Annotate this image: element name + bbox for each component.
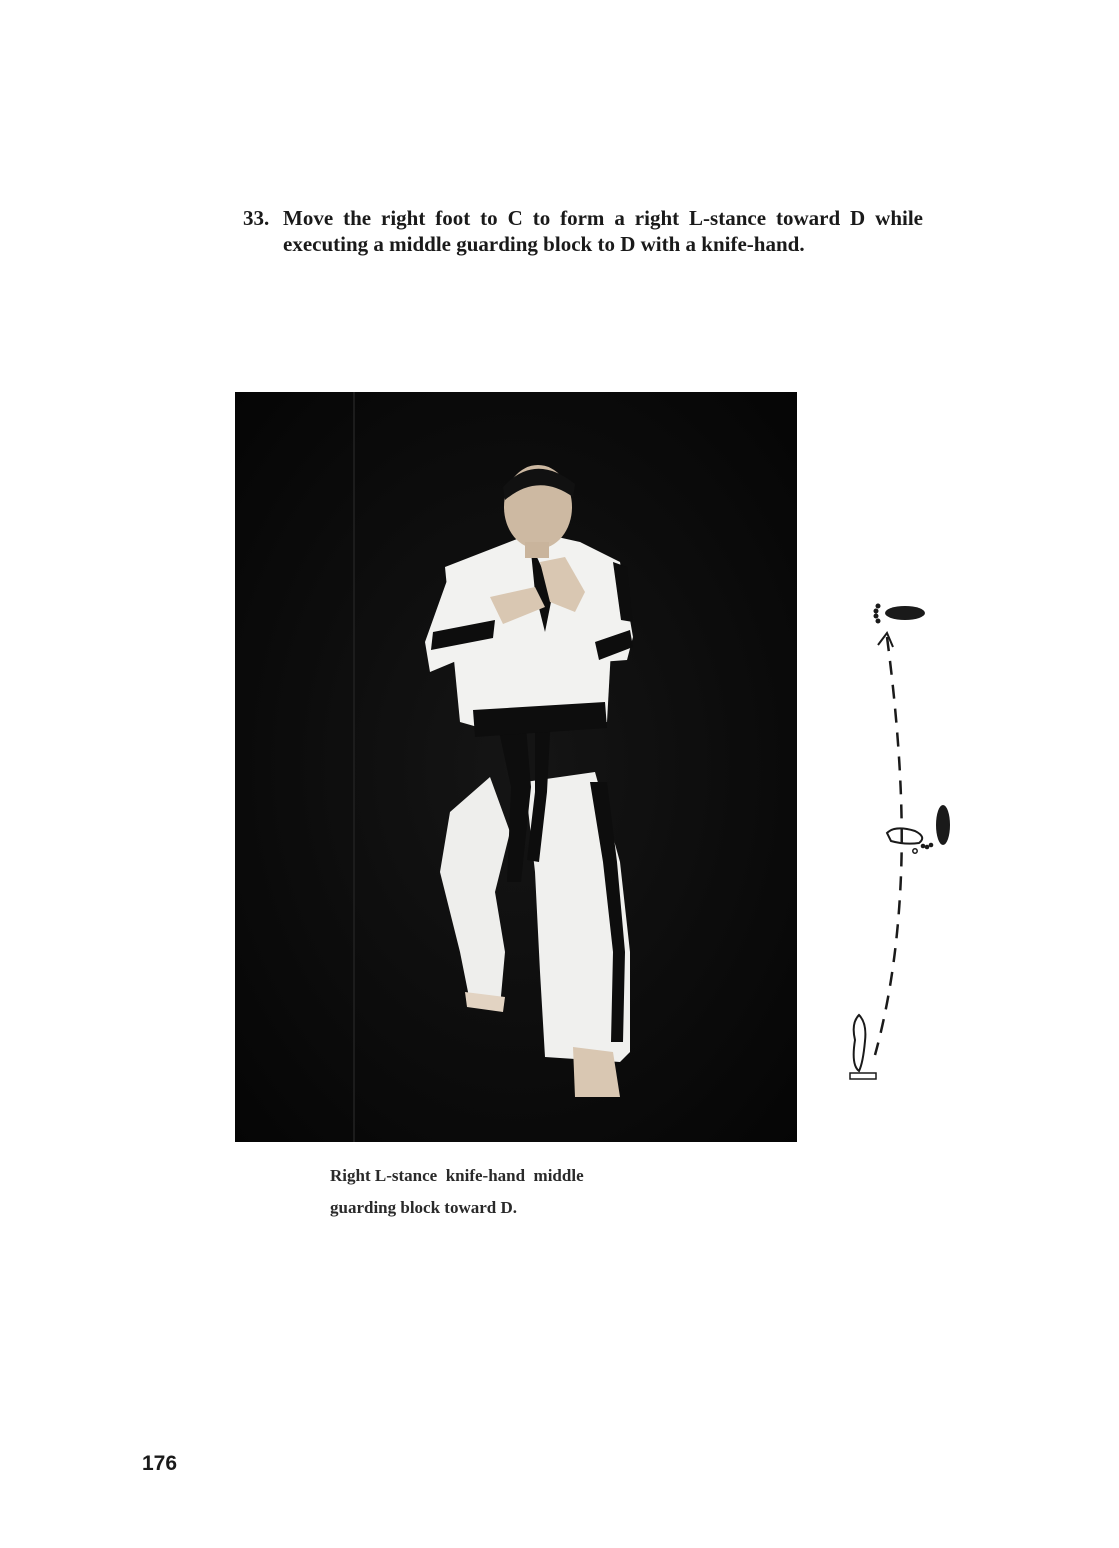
footwork-diagram-svg	[835, 595, 955, 1095]
footprint-icon	[887, 828, 922, 853]
martial-artist-illustration	[235, 392, 797, 1142]
caption-line-1: Right L-stance knife-hand middle	[330, 1166, 584, 1185]
footprint-icon	[921, 805, 950, 849]
page-number: 176	[142, 1452, 178, 1475]
step-number: 33.	[243, 206, 270, 230]
footprint-icon	[850, 1015, 876, 1079]
instruction-paragraph	[243, 205, 923, 257]
caption-line-2: guarding block toward D.	[330, 1198, 518, 1217]
footprint-icon	[874, 604, 926, 624]
footwork-diagram	[835, 595, 955, 1095]
stance-photo	[235, 392, 797, 1142]
step-text: Move the right foot to C to form a right L-stance toward D while executing a middle guarding block to D with a knife-hand.	[283, 206, 923, 256]
photo-caption	[330, 1160, 690, 1224]
arrow-up-icon	[878, 633, 893, 647]
